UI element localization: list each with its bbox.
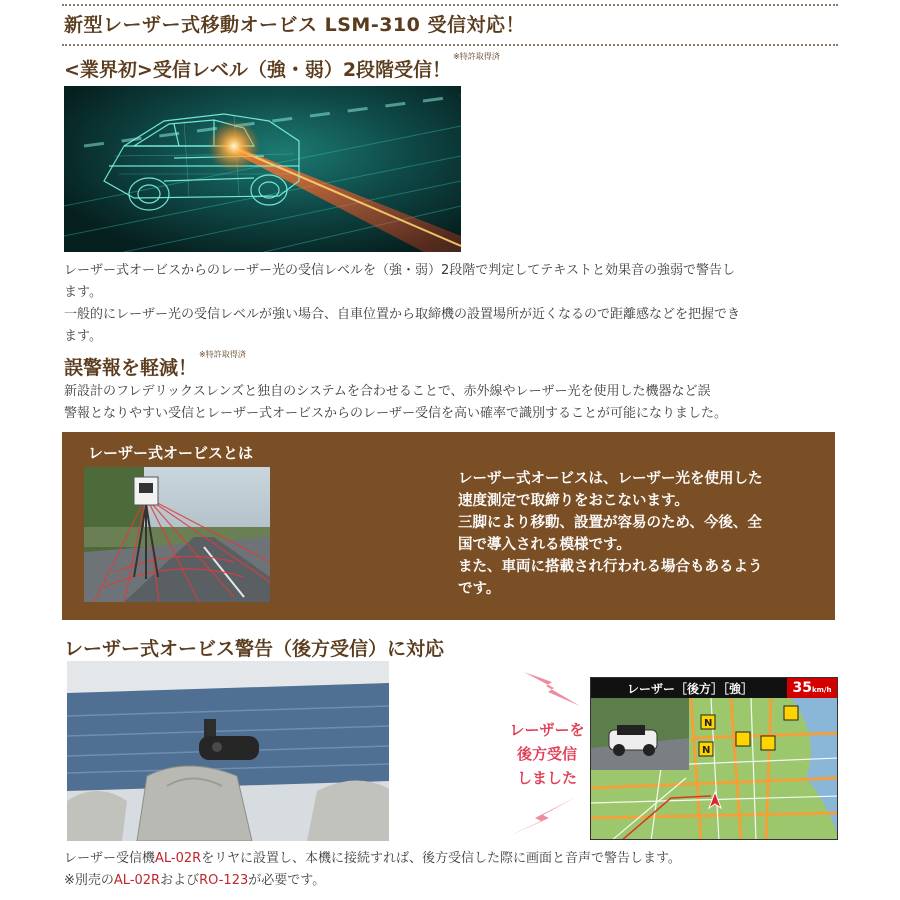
panel-line: レーザー式オービスは、レーザー光を使用した bbox=[458, 471, 763, 487]
section3-footer bbox=[64, 848, 681, 892]
callout-line: しました bbox=[516, 769, 577, 787]
footer-line1 bbox=[64, 848, 681, 870]
section1-para1-line2: ます。 bbox=[64, 285, 102, 300]
section1-para1-line1: レーザー式オービスからのレーザー光の受信レベルを（強・弱）2段階で判定してテキストと効果音の強弱で警告し bbox=[64, 263, 736, 278]
footer-text: をリヤに設置し、本機に接続すれば、後方受信した際に画面と音声で警告します。 bbox=[201, 851, 681, 866]
signal-bolt-top-icon bbox=[522, 668, 582, 710]
wireframe-car-image bbox=[64, 86, 461, 252]
roadside-orbis-photo bbox=[84, 467, 270, 602]
screen-speed bbox=[787, 678, 837, 698]
panel-line: です。 bbox=[458, 581, 501, 597]
footer-text: および bbox=[160, 873, 200, 888]
section2-body bbox=[64, 381, 727, 425]
section2-line2: 警報となりやすい受信とレーザー式オービスからのレーザー受信を高い確率で識別することが可能になりました。 bbox=[64, 406, 728, 421]
section1-heading-text: <業界初>受信レベル（強・弱）2段階受信！ bbox=[64, 59, 452, 81]
model-link[interactable]: AL-02R bbox=[113, 873, 161, 888]
section3-heading: レーザー式オービス警告（後方受信）に対応 bbox=[64, 638, 445, 660]
device-screen bbox=[590, 677, 838, 840]
callout-line: 後方受信 bbox=[516, 745, 577, 763]
panel-line: 速度測定で取締りをおこないます。 bbox=[458, 493, 689, 509]
laser-orbis-info-panel bbox=[62, 432, 835, 620]
model-link[interactable]: AL-02R bbox=[155, 851, 202, 866]
callout-line: レーザーを bbox=[509, 721, 585, 739]
title-divider bbox=[62, 44, 838, 46]
section1-para2-line2: ます。 bbox=[64, 329, 102, 344]
speed-value: 35 bbox=[792, 680, 812, 696]
section1-para2-line1: 一般的にレーザー光の受信レベルが強い場合、自車位置から取締機の設置場所が近くなるので距離感などを把握でき bbox=[64, 307, 741, 322]
section1-body bbox=[64, 260, 740, 348]
footer-text: が必要です。 bbox=[248, 873, 326, 888]
signal-bolt-bottom-icon bbox=[503, 795, 578, 840]
panel-line: 三脚により移動、設置が容易のため、今後、全 bbox=[458, 515, 762, 531]
footer-line2 bbox=[64, 870, 681, 892]
footer-text: ※別売の bbox=[64, 873, 114, 888]
speed-unit: km/h bbox=[811, 686, 832, 694]
main-title: 新型レーザー式移動オービス LSM-310 受信対応！ bbox=[64, 14, 525, 36]
section1-heading bbox=[64, 52, 500, 82]
rear-receiver-photo bbox=[67, 661, 389, 841]
patent-note: ※特許取得済 bbox=[453, 52, 500, 61]
top-divider bbox=[62, 4, 838, 6]
screen-alert-title: レーザー［後方］［強］ bbox=[627, 682, 754, 696]
section2-line1: 新設計のフレデリックスレンズと独自のシステムを合わせることで、赤外線やレーザー光を使用した機器など誤 bbox=[64, 384, 711, 399]
panel-title: レーザー式オービスとは bbox=[88, 444, 254, 462]
rear-reception-callout bbox=[497, 718, 597, 790]
model-link[interactable]: RO-123 bbox=[199, 873, 249, 888]
footer-text: レーザー受信機 bbox=[64, 851, 156, 866]
panel-description bbox=[458, 468, 763, 600]
section2-heading bbox=[64, 350, 246, 380]
svg-text:N: N bbox=[704, 718, 713, 729]
section2-heading-text: 誤警報を軽減！ bbox=[64, 357, 198, 379]
svg-text:N: N bbox=[702, 745, 711, 756]
patent-note: ※特許取得済 bbox=[199, 350, 246, 359]
panel-line: また、車両に搭載され行われる場合もあるよう bbox=[458, 559, 763, 575]
panel-line: 国で導入される模様です。 bbox=[458, 537, 631, 553]
